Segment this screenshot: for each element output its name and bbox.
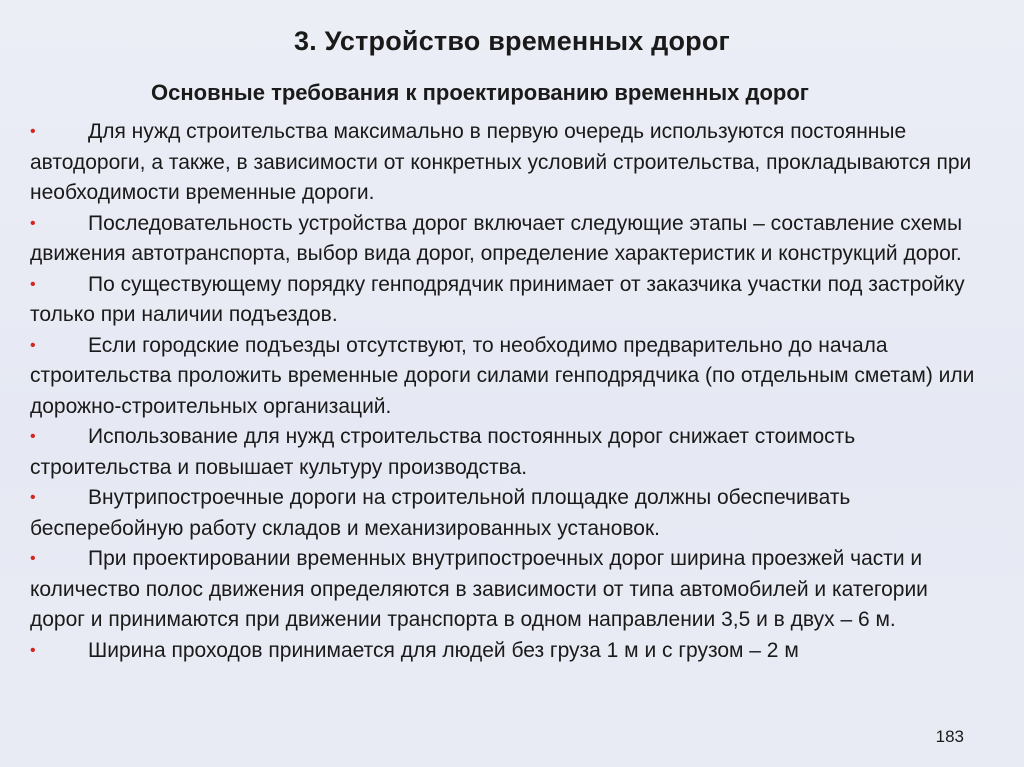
list-item	[30, 117, 980, 209]
slide-subtitle: Основные требования к проектированию временных дорог	[151, 80, 809, 105]
page-number: 183	[935, 727, 964, 746]
list-item-text: Для нужд строительства максимально в первую очередь используются постоянные автодороги, а также, в зависимости от конкретных условий строительства, прокладываются при необходимости временные дороги.	[30, 120, 972, 204]
bullet-icon: •	[30, 123, 36, 140]
slide-title: 3. Устройство временных дорог	[293, 26, 730, 56]
list-item-text: Внутрипостроечные дороги на строительной площадке должны обеспечивать бесперебойную работу складов и механизированных установок.	[30, 486, 851, 540]
bullet-icon: •	[30, 336, 36, 354]
list-item	[30, 544, 980, 636]
list-item-text: Ширина проходов принимается для людей без груза 1 м и с грузом – 2 м	[88, 638, 799, 662]
list-item-text: Последовательность устройства дорог включает следующие этапы – составление схемы движения автотранспорта, выбор вида дорог, определение характеристик и конструкций дорог.	[30, 211, 963, 265]
list-item	[30, 483, 980, 544]
list-item-text: Использование для нужд строительства постоянных дорог снижает стоимость строительства и повышает культуру производства.	[30, 425, 856, 479]
list-item	[30, 331, 980, 423]
bullet-icon: •	[30, 428, 36, 445]
list-item	[30, 209, 980, 270]
list-item	[30, 422, 980, 483]
list-item	[30, 270, 980, 331]
bullet-icon: •	[30, 214, 36, 232]
bullet-icon: •	[30, 489, 36, 506]
list-item-text: При проектировании временных внутрипостроечных дорог ширина проезжей части и количество полос движения определяются в зависимости от типа автомобилей и категории дорог и принимаются при движении транспорта в одном направлении 3,5 и в двух – 6 м.	[30, 547, 928, 631]
bullet-icon: •	[30, 641, 36, 659]
list-item	[30, 636, 980, 667]
list-item-text: Если городские подъезды отсутствуют, то необходимо предварительно до начала строительства проложить временные дороги силами генподрядчика (по отдельным сметам) или дорожно-строительных организаций.	[30, 333, 975, 418]
list-item-text: По существующему порядку генподрядчик принимает от заказчика участки под застройку только при наличии подъездов.	[30, 272, 965, 326]
bullet-icon: •	[30, 550, 36, 567]
bullet-list	[30, 117, 980, 666]
bullet-icon: •	[30, 275, 36, 293]
